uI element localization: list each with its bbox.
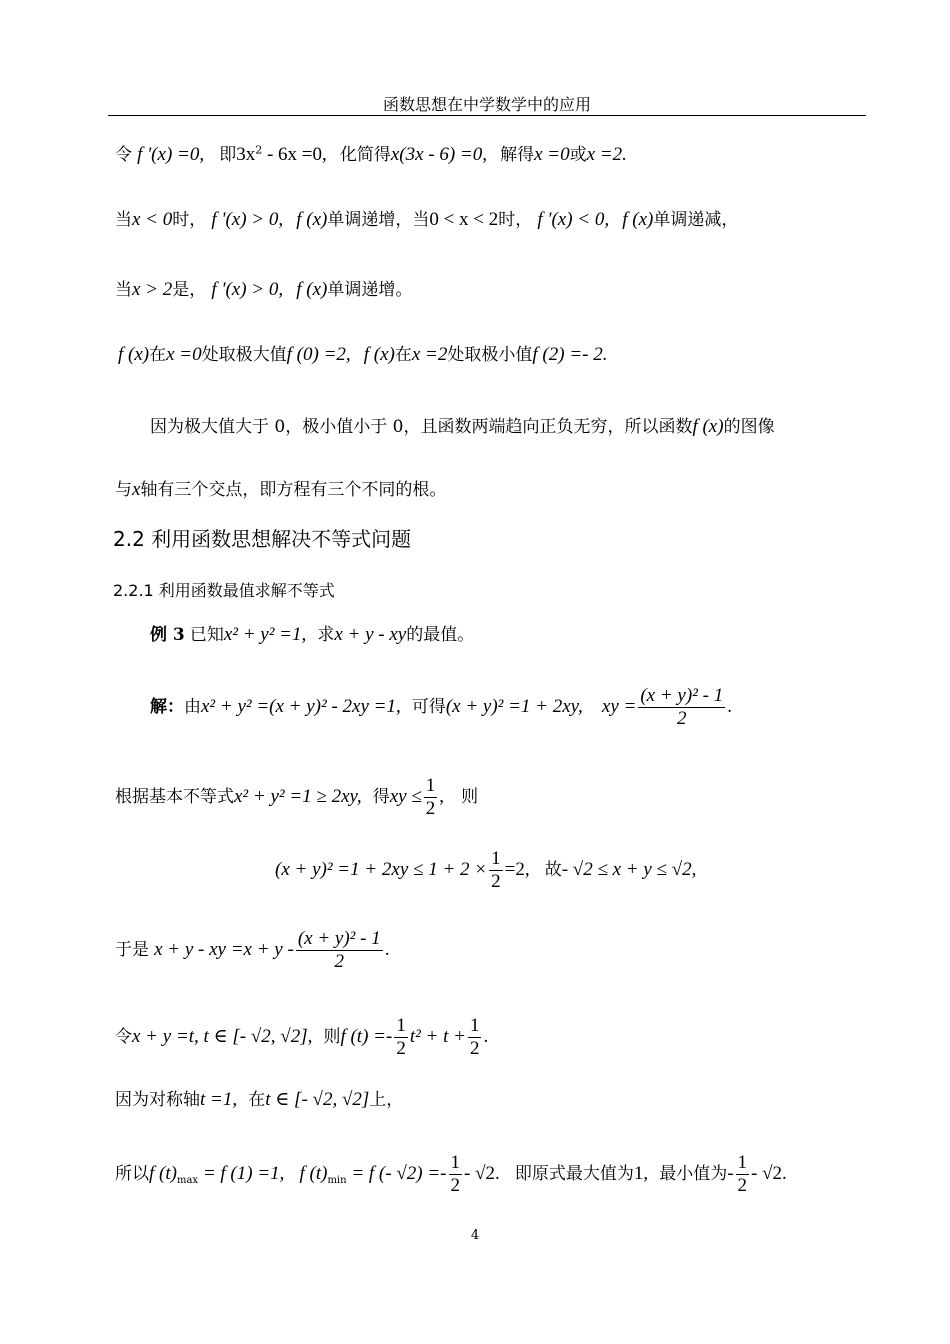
math: f '(x) > 0, xyxy=(211,279,284,300)
fraction xyxy=(394,1015,408,1060)
math: 0 < x < 2 xyxy=(429,209,499,230)
math: f (x) xyxy=(118,344,150,365)
math: f (x) xyxy=(296,279,328,300)
math: . xyxy=(483,1025,489,1047)
inequality-line-2 xyxy=(275,848,696,893)
text: 可得 xyxy=(411,696,446,717)
denominator: 2 xyxy=(491,870,501,892)
math: (x + y)² =1 + 2xy ≤ 1 + 2 × xyxy=(275,858,488,880)
math: x + y - xy xyxy=(334,624,407,645)
text: 因为对称轴 xyxy=(115,1090,200,1110)
subscript: min xyxy=(327,1175,347,1187)
text-line xyxy=(115,1085,403,1111)
fraction xyxy=(489,848,503,893)
math: x =0 xyxy=(166,344,202,365)
math: x + y =t, t ∈ [- √2, √2], xyxy=(132,1025,313,1047)
text-line xyxy=(115,1015,488,1060)
math: x² + y² =(x + y)² - 2xy =1, xyxy=(201,695,401,717)
numerator: 1 xyxy=(450,1152,460,1173)
text: 解得 xyxy=(500,145,535,165)
math: f '(x) < 0, xyxy=(537,209,610,230)
example-label: 例 3 xyxy=(150,625,185,645)
numerator: 1 xyxy=(469,1015,480,1036)
text: 单调递增。 xyxy=(327,280,413,300)
text: 的图像 xyxy=(723,417,775,437)
text: 轴有三个交点，即方程有三个不同的根。 xyxy=(140,480,447,500)
text: 上， xyxy=(369,1090,404,1110)
math: , xyxy=(439,785,445,807)
math: x + y - xy =x + y - xyxy=(154,938,294,960)
fraction xyxy=(468,1015,482,1060)
math: x(3x - 6) =0, xyxy=(390,144,488,165)
text: 处取极大值 xyxy=(201,345,287,365)
numerator: (x + y)² - 1 xyxy=(640,685,724,706)
text: 令 xyxy=(115,1026,132,1047)
math: f '(x) =0, xyxy=(137,144,205,165)
math: xy ≤ xyxy=(389,785,422,807)
denominator: 2 xyxy=(425,797,436,819)
numerator: 1 xyxy=(737,1152,748,1173)
math: x =2 xyxy=(411,344,448,365)
math: - √2 ≤ x + y ≤ √2, xyxy=(561,858,697,880)
text: 当 xyxy=(115,210,132,230)
fraction xyxy=(424,775,438,820)
text: 则 xyxy=(323,1026,341,1047)
fraction xyxy=(449,1152,463,1197)
math: f '(x) > 0, xyxy=(211,209,284,230)
math: f (x) xyxy=(296,209,328,230)
text-line xyxy=(115,475,446,501)
denominator: 2 xyxy=(396,1037,406,1059)
math: t ∈ [- √2, √2] xyxy=(265,1089,370,1110)
denominator: 2 xyxy=(737,1174,748,1196)
math: . xyxy=(727,695,732,717)
text-line xyxy=(115,928,389,973)
math: - √2. xyxy=(464,1162,500,1184)
math: f (x) xyxy=(692,416,724,437)
text: 在 xyxy=(149,345,167,365)
running-header: 函数思想在中学数学中的应用 xyxy=(382,95,591,114)
text: 化简得 xyxy=(339,145,391,165)
solution-line xyxy=(150,685,732,730)
text: 由 xyxy=(184,696,201,717)
math: - √2. xyxy=(751,1162,787,1184)
math: t² + t + xyxy=(409,1025,466,1047)
text: 求 xyxy=(317,625,335,645)
text: 在 xyxy=(248,1090,266,1110)
math: x² + y² =1, xyxy=(223,624,307,645)
math: x² + y² =1 ≥ 2xy, xyxy=(234,785,362,807)
subscript: max xyxy=(176,1175,199,1187)
text: 即 xyxy=(219,145,237,165)
math: t =1, xyxy=(200,1089,238,1110)
page-number: 4 xyxy=(470,1228,480,1243)
text-line xyxy=(115,275,412,301)
inequality-line xyxy=(115,775,478,820)
math: f (t) =- xyxy=(340,1025,393,1047)
text: 因为极大值大于 0，极小值小于 0，且函数两端趋向正负无穷，所以函数 xyxy=(150,417,693,437)
text: 得 xyxy=(372,786,390,807)
math: x =2. xyxy=(586,144,627,165)
math: x =0 xyxy=(534,144,570,165)
denominator: 2 xyxy=(334,950,344,972)
text-line: 令 f '(x) =0, 即$3x^2 - 6x =0$, 化简得x(3x - 6) =0, 解得x =0或x =2. xyxy=(115,143,627,165)
math: x < 0 xyxy=(132,209,173,230)
math: = f (- √2) =- xyxy=(346,1162,447,1184)
text: 则 xyxy=(461,786,479,807)
denominator: 2 xyxy=(677,707,687,729)
math: x xyxy=(132,479,141,500)
math: xy = xyxy=(601,695,637,717)
text: 或 xyxy=(569,145,587,165)
math: 3x xyxy=(236,144,256,165)
math: (x + y)² =1 + 2xy, xyxy=(445,695,583,717)
text: 时， xyxy=(172,210,207,230)
fraction xyxy=(638,685,725,730)
text: 在 xyxy=(394,345,412,365)
math: f (2) =- 2. xyxy=(532,344,608,365)
numerator: (x + y)² - 1 xyxy=(297,928,381,949)
subsection-heading: 2.2.1 利用函数最值求解不等式 xyxy=(113,581,335,600)
text: 的最值。 xyxy=(406,625,475,645)
fraction xyxy=(296,928,383,973)
text-line xyxy=(115,1152,787,1197)
math: f (x) xyxy=(363,344,395,365)
text: 当 xyxy=(115,280,132,300)
text: 处取极小值 xyxy=(447,345,533,365)
text: 最小值为 xyxy=(659,1163,728,1184)
text-line xyxy=(115,205,738,231)
math: =2, xyxy=(504,858,530,880)
text: 单调递增，当 xyxy=(327,210,430,230)
solution-label: 解： xyxy=(150,696,184,717)
math: f (x) xyxy=(622,209,654,230)
denominator: 2 xyxy=(469,1037,480,1059)
math: f (t) xyxy=(299,1162,328,1184)
math: f (0) =2, xyxy=(286,344,351,365)
text: 已知 xyxy=(189,625,224,645)
text: 单调递减， xyxy=(653,210,739,230)
numerator: 1 xyxy=(396,1015,406,1036)
text: 根据基本不等式 xyxy=(115,786,234,807)
math: 1, xyxy=(633,1162,649,1184)
text: 令 xyxy=(115,145,132,165)
math: - 6x =0, xyxy=(262,144,327,165)
math: f (t) xyxy=(149,1162,177,1184)
text: 即原式最大值为 xyxy=(514,1163,634,1184)
text: 是， xyxy=(172,280,207,300)
math: - xyxy=(727,1162,734,1184)
numerator: 1 xyxy=(425,775,436,796)
text-line xyxy=(118,340,607,366)
example-line xyxy=(150,620,474,646)
denominator: 2 xyxy=(450,1174,460,1196)
section-heading: 2.2 利用函数思想解决不等式问题 xyxy=(113,527,412,551)
math: . xyxy=(384,938,390,960)
fraction xyxy=(736,1152,750,1197)
text: 与 xyxy=(115,480,132,500)
math: x > 2 xyxy=(132,279,173,300)
text: 时， xyxy=(498,210,533,230)
math: = f (1) =1, xyxy=(198,1162,285,1184)
header-rule xyxy=(108,115,866,116)
text-line xyxy=(150,412,775,438)
numerator: 1 xyxy=(491,848,501,869)
text: 故 xyxy=(544,859,562,880)
text: 于是 xyxy=(115,939,149,960)
text: 所以 xyxy=(115,1163,149,1184)
